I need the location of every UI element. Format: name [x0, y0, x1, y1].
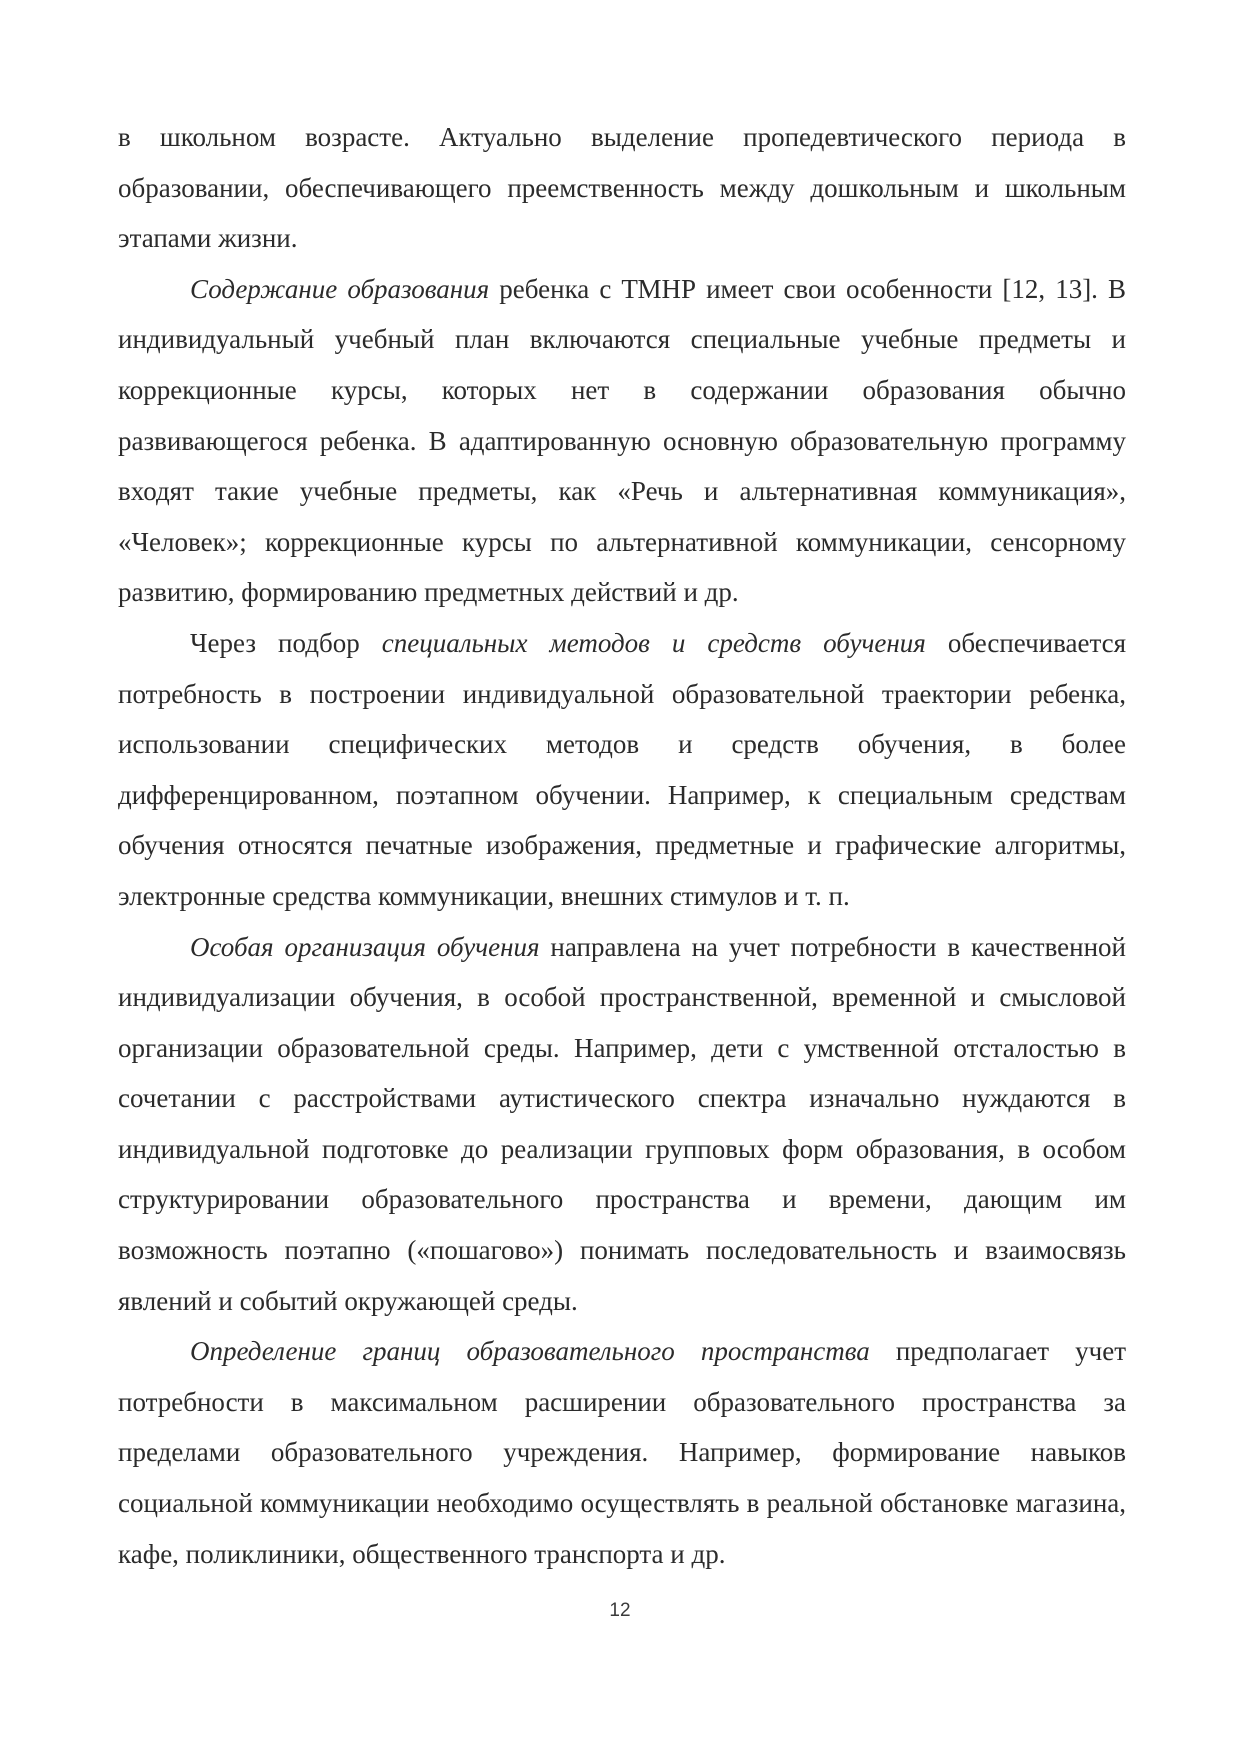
paragraph-text: направлена на учет потребности в качественной индивидуализации обучения, в особой пространственной, временной и смысловой организации образовательной среды. Например, дети с умственной отсталостью в сочетании с расстройствами аутистического спектра изначально нуждаются в индивидуальной подготовке до реализации групповых форм образования, в особом структурировании образовательного пространства и времени, дающим им возможность поэтапно («пошагово») понимать последовательность и взаимосвязь явлений и событий окружающей среды.	[118, 931, 1127, 1316]
italic-term: Содержание образования	[190, 273, 490, 304]
paragraph-continuation	[118, 112, 1126, 264]
paragraph-organization	[118, 922, 1126, 1327]
paragraph-lead: Через подбор	[190, 627, 382, 658]
paragraph-text: в школьном возрасте. Актуально выделение пропедевтического периода в образовании, обеспечивающего преемственность между дошкольным и школьным этапами жизни.	[118, 122, 1126, 254]
italic-term: специальных методов и средств обучения	[381, 627, 926, 658]
paragraph-methods	[118, 618, 1126, 922]
paragraph-text: предполагает учет потребности в максимальном расширении образовательного пространства за пределами образовательного учреждения. Например, формирование навыков социальной коммуникации необходимо осуществлять в реальной обстановке магазина, кафе, поликлиники, общественного транспорта и др.	[118, 1336, 1126, 1569]
paragraph-text: ребенка с ТМНР имеет свои особенности [12, 13]. В индивидуальный учебный план включаются специальные учебные предметы и коррекционные курсы, которых нет в содержании образования обычно развивающегося ребенка. В адаптированную основную образовательную программу входят такие учебные предметы, как «Речь и альтернативная коммуникация», «Человек»; коррекционные курсы по альтернативной коммуникации, сенсорному развитию, формированию предметных действий и др.	[118, 273, 1127, 608]
body-text	[118, 112, 1126, 1579]
paragraph-content	[118, 264, 1126, 618]
page-number: 12	[609, 1600, 631, 1621]
paragraph-boundaries	[118, 1326, 1126, 1579]
italic-term: Особая организация обучения	[190, 931, 540, 962]
paragraph-text: обеспечивается потребность в построении индивидуальной образовательной траектории ребенка, использовании специфических методов и средств обучения, в более дифференцированном, поэтапном обучении. Например, к специальным средствам обучения относятся печатные изображения, предметные и графические алгоритмы, электронные средства коммуникации, внешних стимулов и т. п.	[118, 627, 1127, 911]
italic-term: Определение границ образовательного пространства	[190, 1336, 870, 1367]
